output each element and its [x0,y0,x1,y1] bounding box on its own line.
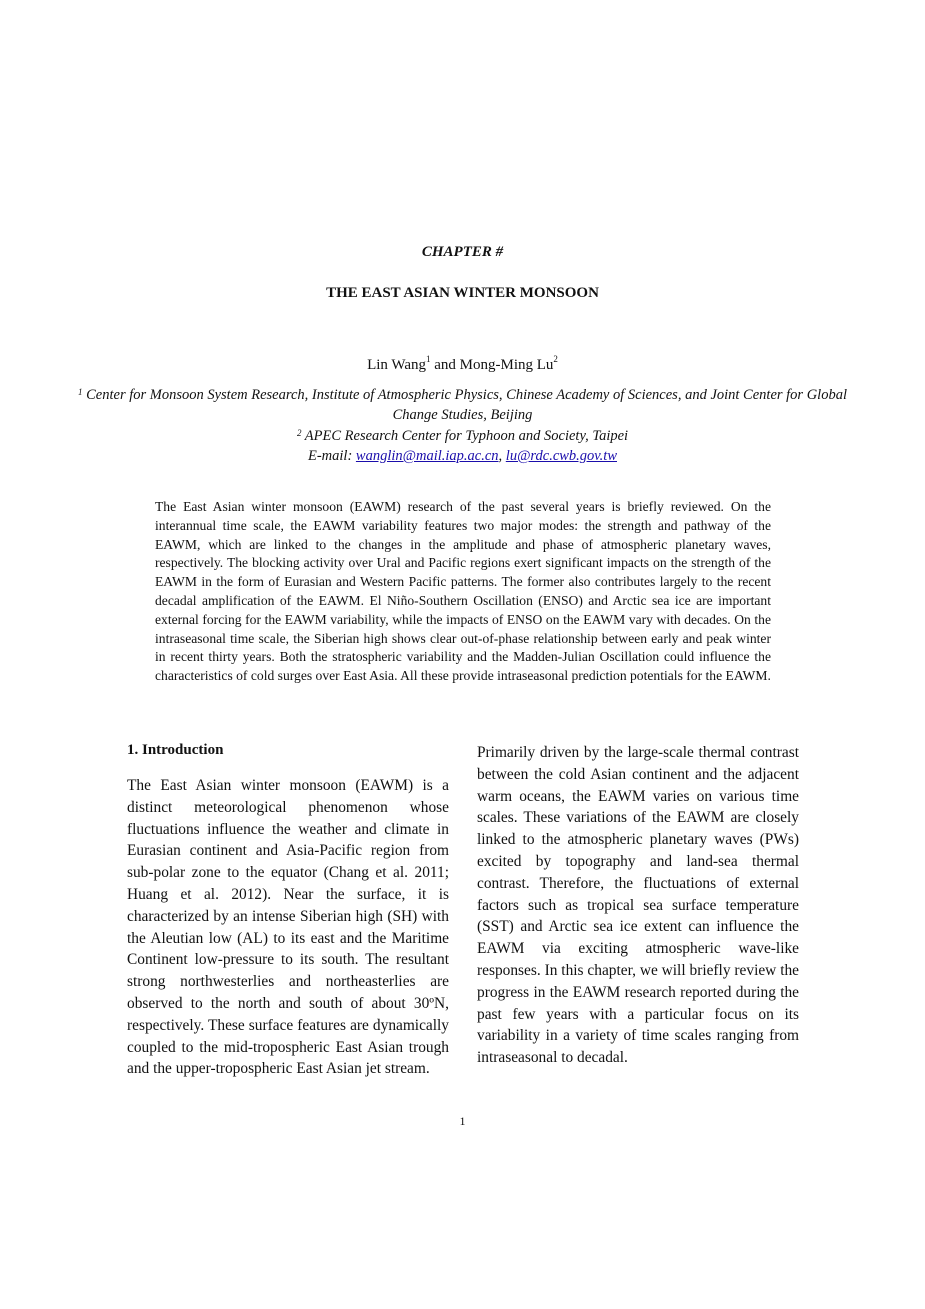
abstract: The East Asian winter monsoon (EAWM) research of the past several years is briefly reviewed. On the interannual time scale, the EAWM variability features two major modes: the strength and pathway of the EAWM, which are linked to the changes in the amplitude and phase of atmospheric planetary waves, respectively. The blocking activity over Ural and Pacific regions exert significant impacts on the strength of the EAWM in the form of Eurasian and Western Pacific patterns. The former also contributes largely to the recent decadal amplification of the EAWM. El Niño-Southern Oscillation (ENSO) and Arctic sea ice are important external forcing for the EAWM variability, while the impacts of ENSO on the EAWM vary with decades. On the intraseasonal time scale, the Siberian high shows clear out-of-phase relationship between early and peak winter in recent thirty years. Both the stratospheric variability and the Madden-Julian Oscillation could influence the characteristics of cold surges over East Asia. All these provide intraseasonal prediction potentials for the EAWM. [155,499,771,684]
author-1: Lin Wang [367,357,426,373]
section-heading-introduction: 1. Introduction [127,742,224,758]
email-link-1[interactable]: wanglin@mail.iap.ac.cn [355,448,499,464]
chapter-label: CHAPTER # [421,244,504,260]
author-2: Mong-Ming Lu [459,357,554,373]
author-joiner: and [430,357,460,373]
introduction-right-column: Primarily driven by the large-scale thermal contrast between the cold Asian continent and the adjacent warm oceans, the EAWM varies on various time scales. These variations of the EAWM are closely linked to the atmospheric planetary waves (PWs) excited by topography and land-sea thermal contrast. Therefore, the fluctuations of external factors such as tropical sea surface temperature (SST) and Arctic sea ice extent can influence the EAWM via exciting atmospheric wave-like responses. In this chapter, we will briefly review the progress in the EAWM research reported during the past few years with a particular focus on its variability in a variety of time scales ranging from intraseasonal to decadal. [477,744,799,1067]
affiliation-1 [60,385,865,425]
author-2-sup: 2 [553,354,558,364]
page-title: THE EAST ASIAN WINTER MONSOON [326,285,599,301]
affiliation-2-sup: 2 [296,428,302,438]
author-1-sup: 1 [426,354,431,364]
email-separator: , [498,448,506,464]
affiliation-2-text: APEC Research Center for Typhoon and Society, Taipei [301,428,629,444]
email-link-2[interactable]: lu@rdc.cwb.gov.tw [505,448,617,464]
affiliation-1-sup: 1 [78,387,83,397]
email-label: E-mail: [308,448,356,464]
affiliation-2 [60,426,865,446]
affiliation-1-text: Center for Monsoon System Research, Institute of Atmospheric Physics, Chinese Academy of Sciences, and Joint Center for Global Change Studies, Beijing [82,387,847,423]
email-line [60,446,865,466]
author-line [0,354,925,374]
introduction-left-column: The East Asian winter monsoon (EAWM) is a distinct meteorological phenomenon whose fluctuations influence the weather and climate in Eurasian continent and Asia-Pacific region from sub-polar zone to the equator (Chang et al. 2011; Huang et al. 2012). Near the surface, it is characterized by an intense Siberian high (SH) with the Aleutian low (AL) to its east and the Maritime Continent low-pressure to its south. The resultant strong northwesterlies and northeasterlies are observed to the north and south of about 30ºN, respectively. These surface features are dynamically coupled to the mid-tropospheric East Asian trough and the upper-tropospheric East Asian jet stream. [127,777,449,1078]
page-number: 1 [459,1114,466,1128]
